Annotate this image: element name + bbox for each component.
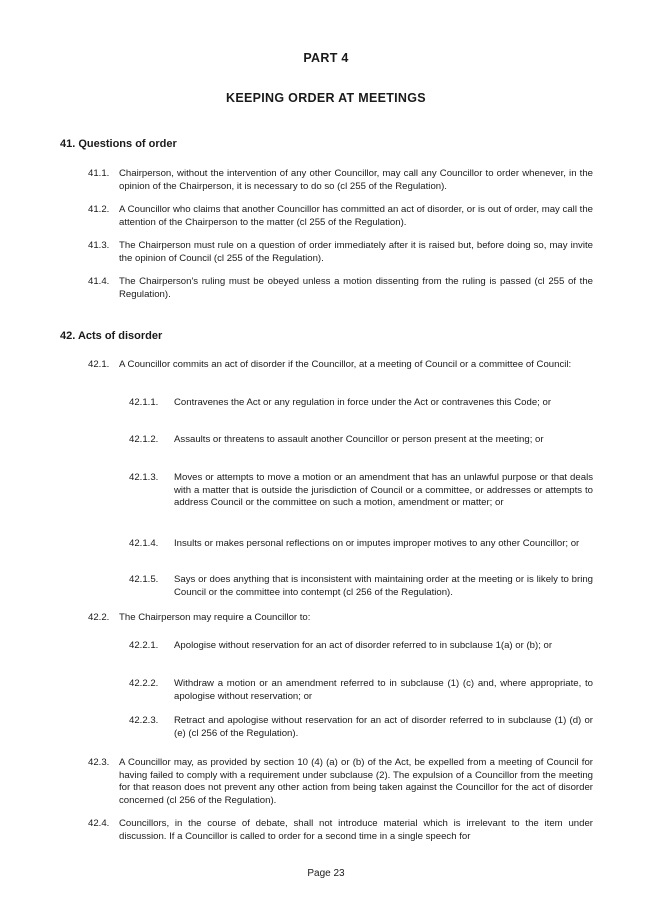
clause-42-1 xyxy=(88,359,593,372)
subclause-42-1-2 xyxy=(129,434,593,447)
clause-41-3 xyxy=(88,240,593,265)
subclause-number: 42.1.3. xyxy=(129,472,159,483)
subclause-text: Withdraw a motion or an amendment referred to in subclause (1) (c) and, where appropriate, to apologise without reservation; or xyxy=(174,678,593,702)
subclause-text: Contravenes the Act or any regulation in force under the Act or contravenes this Code; or xyxy=(174,397,552,408)
clause-text: A Councillor who claims that another Councillor has committed an act of disorder, or is out of order, may call the attention of the Chairperson to the matter (cl 255 of the Regulation). xyxy=(119,204,593,228)
clause-41-2 xyxy=(88,204,593,229)
part-number: PART 4 xyxy=(303,51,349,65)
subclause-number: 42.1.5. xyxy=(129,574,159,585)
clause-text: A Councillor may, as provided by section 10 (4) (a) or (b) of the Act, be expelled from a meeting of Council for having failed to comply with a requirement under subclause (2). The expulsion of a Councillor from the meeting for that reason does not prevent any other action from being taken against the Councillor for the act of disorder concerned (cl 256 of the Regulation). xyxy=(119,757,593,806)
clause-text: Councillors, in the course of debate, shall not introduce material which is irrelevant to the item under discussion. If a Councillor is called to order for a second time in a single speech for xyxy=(119,818,593,842)
subclause-number: 42.2.3. xyxy=(129,715,159,726)
subclause-number: 42.2.2. xyxy=(129,678,159,689)
clause-number: 41.1. xyxy=(88,168,110,179)
clause-number: 42.1. xyxy=(88,359,110,370)
subclause-text: Insults or makes personal reflections on or imputes improper motives to any other Councillor; or xyxy=(174,538,580,549)
subclause-number: 42.2.1. xyxy=(129,640,159,651)
clause-text: A Councillor commits an act of disorder if the Councillor, at a meeting of Council or a committee of Council: xyxy=(119,359,572,370)
clause-41-4 xyxy=(88,276,593,301)
clause-number: 41.2. xyxy=(88,204,110,215)
subclause-42-1-4 xyxy=(129,538,593,551)
clause-41-1 xyxy=(88,168,593,193)
subclause-text: Apologise without reservation for an act of disorder referred to in subclause 1(a) or (b); or xyxy=(174,640,553,651)
clause-text: The Chairperson must rule on a question of order immediately after it is raised but, before doing so, may invite the opinion of Council (cl 255 of the Regulation). xyxy=(119,240,593,264)
clause-text: Chairperson, without the intervention of any other Councillor, may call any Councillor to order whenever, in the opinion of the Chairperson, it is necessary to do so (cl 255 of the Regulation). xyxy=(119,168,593,192)
clause-number: 42.3. xyxy=(88,757,110,768)
section-42-heading: 42. Acts of disorder xyxy=(60,330,163,342)
clause-number: 42.4. xyxy=(88,818,110,829)
clause-number: 41.3. xyxy=(88,240,110,251)
clause-number: 42.2. xyxy=(88,612,110,623)
subclause-text: Assaults or threatens to assault another Councillor or person present at the meeting; or xyxy=(174,434,544,445)
page-number: Page 23 xyxy=(307,868,345,879)
subclause-number: 42.1.1. xyxy=(129,397,159,408)
subclause-number: 42.1.2. xyxy=(129,434,159,445)
part-title: KEEPING ORDER AT MEETINGS xyxy=(226,91,426,105)
subclause-42-2-1 xyxy=(129,640,593,653)
subclause-text: Retract and apologise without reservation for an act of disorder referred to in subclause (1) (d) or (e) (cl 256 of the Regulation). xyxy=(174,715,593,739)
clause-42-2 xyxy=(88,612,593,625)
subclause-42-1-5 xyxy=(129,574,593,599)
clause-text: The Chairperson may require a Councillor to: xyxy=(119,612,311,623)
clause-42-4 xyxy=(88,818,593,843)
section-41-heading: 41. Questions of order xyxy=(60,138,177,150)
subclause-42-2-3 xyxy=(129,715,593,740)
subclause-number: 42.1.4. xyxy=(129,538,159,549)
subclause-text: Says or does anything that is inconsistent with maintaining order at the meeting or is likely to bring Council or the committee into contempt (cl 256 of the Regulation). xyxy=(174,574,593,598)
clause-42-3 xyxy=(88,757,593,807)
subclause-42-2-2 xyxy=(129,678,593,703)
clause-number: 41.4. xyxy=(88,276,110,287)
subclause-42-1-1 xyxy=(129,397,593,410)
subclause-text: Moves or attempts to move a motion or an amendment that has an unlawful purpose or that deals with a matter that is outside the jurisdiction of Council or a committee, or addresses or attempts to address Council or the committee on such a motion, amendment or matter; or xyxy=(174,472,593,509)
clause-text: The Chairperson's ruling must be obeyed unless a motion dissenting from the ruling is passed (cl 255 of the Regulation). xyxy=(119,276,593,300)
subclause-42-1-3 xyxy=(129,472,593,510)
